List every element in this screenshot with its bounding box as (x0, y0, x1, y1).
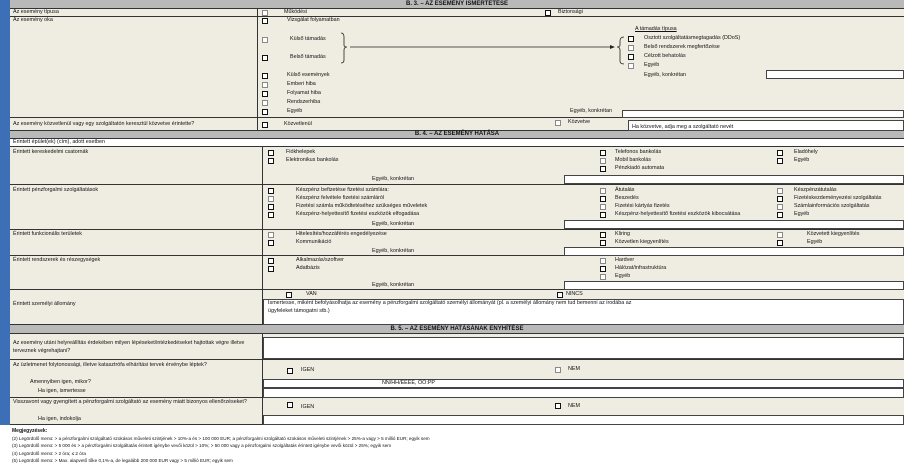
row-penzforgalmi (10, 185, 904, 230)
katasztrofa-nem-checkbox[interactable] (555, 367, 561, 373)
pf-kpatutal-checkbox[interactable] (777, 188, 783, 194)
rs-egyeb-checkbox[interactable] (600, 274, 606, 280)
fk-komm-checkbox[interactable] (268, 240, 274, 246)
ellenorzes-igen-checkbox[interactable] (287, 402, 293, 408)
pf-kpatutal-label: Készpénzátutalás (794, 187, 837, 193)
attack-bracket-arrow (340, 31, 625, 65)
katasztrofa-igen-checkbox[interactable] (287, 368, 293, 374)
rs-szoftver-label: Alkalmazás/szoftver (296, 257, 344, 263)
epulet-label: Érintett épület(ek) (cím), adott esetben (13, 139, 105, 145)
rs-halozat-checkbox[interactable] (600, 266, 606, 272)
pf-fizkezd-checkbox[interactable] (777, 196, 783, 202)
kozvetve-note: Ha közvetve, adja meg a szolgáltató nevét (632, 124, 734, 130)
ellenorzes-nem-label: NEM (568, 403, 580, 409)
rs-adatbazis-checkbox[interactable] (268, 266, 274, 272)
attack-ddos-label: Osztott szolgáltatásmegtagadás (DDoS) (644, 35, 741, 41)
pf-kibocsat-checkbox[interactable] (600, 212, 606, 218)
fk-konkretan-input[interactable] (564, 247, 904, 256)
row-szemelyi (10, 290, 904, 325)
csat-egyeb-checkbox[interactable] (777, 158, 783, 164)
attack-type-title: A támadás típusa (635, 26, 677, 32)
ellenorzes-label: Visszavont vagy gyengített a pénzforgalmi szolgáltató az esemény miatt bizonyos ellenőrzéseket? (13, 399, 247, 405)
pf-konkretan-input[interactable] (564, 220, 904, 229)
csat-konkretan-input[interactable] (564, 175, 904, 184)
row-funkcionalis (10, 230, 904, 256)
section-b4-header (10, 131, 904, 139)
oka-kulso-esemenyek-checkbox[interactable] (262, 73, 268, 79)
attack-fertozes-checkbox[interactable] (628, 45, 634, 51)
pf-felvet-checkbox[interactable] (268, 196, 274, 202)
kozvetve-label: Közvetve (568, 119, 591, 125)
lepesek-label: Az esemény utáni helyreállítás érdekében milyen lépéseket/intézkedéseket hajtottak végre illetve terveznek végrehajtani? (13, 340, 245, 354)
section-title: B. 4. – AZ ESEMÉNY HATÁSA (414, 131, 500, 137)
csat-egyeb-label: Egyéb (794, 157, 810, 163)
pf-atutalas-label: Átutalás (615, 187, 635, 193)
szemelyi-note: Ismertesse, miként befolyásolhatja az esemény a pénzforgalmi szolgáltató személyi állományát (pl. a személyi állomány nem tud bemenni az irodába az ügyfeleket támogatni stb.) (268, 300, 632, 314)
pf-egyeb-label: Egyéb (794, 211, 810, 217)
oka-egyeb-konkretan-label: Egyéb, konkrétan (570, 108, 612, 114)
csat-mobil-label: Mobil bankolás (615, 157, 651, 163)
left-accent-bar (0, 0, 10, 425)
rs-konkretan-input[interactable] (564, 281, 904, 290)
fk-egyeb-label: Egyéb (807, 239, 823, 245)
row-oka (10, 17, 904, 118)
rs-halozat-label: Hálózat/infrastruktúra (615, 265, 667, 271)
row-rendszerek (10, 256, 904, 290)
footnote-line: (2) Legördülő menü: > a pénzforgalmi szolgáltató szokásos műveleti szintjének > 10%-a és > 100 000 EUR; a pénzforgalmi szolgáltató szokásos műveleti szintjének > 25%-a vagy > 5 millió EUR; egyik sem (12, 436, 430, 442)
fk-kozvetett-label: Közvetett kiegyenlítés (807, 231, 860, 237)
csat-elado-checkbox[interactable] (777, 150, 783, 156)
rs-szoftver-checkbox[interactable] (268, 258, 274, 264)
row-csatornak (10, 147, 904, 185)
datum-hint: NN/HH/ÉÉÉÉ, ÓÓ:PP (382, 380, 436, 386)
csat-atm-checkbox[interactable] (600, 166, 606, 172)
oka-egyeb-input[interactable] (622, 110, 904, 118)
row-katasztrofa (10, 360, 904, 398)
tipus-mukodesi-checkbox[interactable] (262, 10, 268, 16)
rendszer-label: Érintett rendszerek és részegységek (13, 257, 101, 263)
oka-emberi-hiba-checkbox[interactable] (262, 82, 268, 88)
fk-kozvetlen-label: Közvetlen kiegyenlítés (615, 239, 669, 245)
katasztrofa-label: Az üzletmenet folytonossági, illetve katasztrófa elhárítási tervek érvénybe léptek? (13, 362, 207, 368)
oka-kulso-tamadas-label: Külső támadás (290, 36, 326, 42)
oka-egyeb-checkbox[interactable] (262, 109, 268, 115)
pf-befiz-label: Készpénz befizetése fizetési számlára: (296, 187, 389, 193)
fk-egyeb-checkbox[interactable] (777, 240, 783, 246)
kozvetlenul-checkbox[interactable] (262, 122, 268, 128)
ha-igen-ind-label: Ha igen, indokolja (38, 416, 81, 422)
row-ellenorzes (10, 398, 904, 425)
oka-emberi-hiba-label: Emberi hiba (287, 81, 316, 87)
csat-ebank-checkbox[interactable] (268, 158, 274, 164)
attack-behatolas-label: Célzott behatolás (644, 53, 686, 59)
csat-fiok-checkbox[interactable] (268, 150, 274, 156)
fk-konkretan-label: Egyéb, konkrétan (372, 248, 414, 254)
section-title: B. 3. – AZ ESEMÉNY ISMERTETÉSE (405, 1, 509, 7)
csatornak-label: Érintett kereskedelmi csatornák (13, 149, 89, 155)
attack-behatolas-checkbox[interactable] (628, 54, 634, 60)
fk-hitel-label: Hitelesítés/hozzáférés engedélyezése (296, 231, 387, 237)
oka-rendszerhiba-label: Rendszerhiba (287, 99, 321, 105)
rs-hardver-checkbox[interactable] (600, 258, 606, 264)
oka-kulso-tamadas-checkbox[interactable] (262, 37, 268, 43)
csat-telefon-checkbox[interactable] (600, 150, 606, 156)
rs-adatbazis-label: Adatbázis (296, 265, 320, 271)
ellenorzes-igen-label: IGEN (301, 404, 315, 410)
tipus-biztonsagi-label: Biztonsági (558, 9, 583, 15)
pf-szamla-label: Fizetési számla működtetéséhez szükséges műveletek (296, 203, 428, 209)
incident-form (10, 0, 904, 425)
csat-telefon-label: Telefonos bankolás (615, 149, 662, 155)
fk-kozvetlen-checkbox[interactable] (600, 240, 606, 246)
ha-igen-ism-label: Ha igen, ismertesse (38, 388, 86, 394)
funkc-label: Érintett funkcionális területek (13, 231, 82, 237)
tipus-label: Az esemény típusa (13, 9, 59, 15)
csat-mobil-checkbox[interactable] (600, 158, 606, 164)
kozvetlenul-label: Közvetlenül (284, 121, 312, 127)
pf-szamlainfo-checkbox[interactable] (777, 204, 783, 210)
oka-vizsgalat-checkbox[interactable] (262, 18, 268, 24)
penzforg-label: Érintett pénzforgalmi szolgáltatások (13, 187, 99, 193)
attack-egyeb-input[interactable] (766, 70, 904, 79)
ellenorzes-nem-checkbox[interactable] (555, 403, 561, 409)
row-tipus (10, 9, 904, 17)
szemelyi-nincs-label: NINCS (566, 291, 583, 297)
katasztrofa-igen-label: IGEN (301, 367, 315, 373)
kozvetett-label: Az esemény közvetlenül vagy egy szolgáltatón keresztül közvetve érintette? (13, 121, 195, 127)
szemelyi-van-label: VAN (306, 291, 317, 297)
ellenorzes-indoklas-input[interactable] (263, 415, 904, 425)
pf-atutalas-checkbox[interactable] (600, 188, 606, 194)
attack-fertozes-label: Belső rendszerek megfertőzése (644, 44, 720, 50)
csat-ebank-label: Elektronikus bankolás (286, 157, 339, 163)
pf-szamla-checkbox[interactable] (268, 204, 274, 210)
csat-konkretan-label: Egyéb, konkrétan (372, 176, 414, 182)
tipus-mukodesi-label: Működési (284, 9, 308, 15)
attack-egyeb-checkbox[interactable] (628, 63, 634, 69)
footnote-line: (4) Legördülő menü: > 2 óra; ≤ 2 óra (12, 450, 86, 456)
oka-belso-tamadas-checkbox[interactable] (262, 55, 268, 61)
pf-beszedes-label: Beszedés (615, 195, 639, 201)
section-title: B. 5. – AZ ESEMÉNY HATÁSÁNAK ENYHÍTÉSE (390, 326, 524, 332)
pf-felvet-label: Készpénz felvétele fizetési számláról (296, 195, 385, 201)
pf-kartya-checkbox[interactable] (600, 204, 606, 210)
csat-fiok-label: Fiókhelepek (286, 149, 316, 155)
szemelyi-van-checkbox[interactable] (286, 292, 292, 298)
rs-konkretan-label: Egyéb, konkrétan (372, 282, 414, 288)
oka-folyamat-hiba-label: Folyamat hiba (287, 90, 321, 96)
pf-beszedes-checkbox[interactable] (600, 196, 606, 202)
pf-szamlainfo-label: Számlainformációs szolgáltatás (794, 203, 870, 209)
katasztrofa-datum-input[interactable] (263, 379, 904, 388)
attack-egyeb-konkretan-label: Egyéb, konkrétan (644, 72, 686, 78)
rs-egyeb-label: Egyéb (615, 273, 631, 279)
attack-egyeb-label: Egyéb (644, 62, 660, 68)
attack-ddos-checkbox[interactable] (628, 36, 634, 42)
oka-rendszerhiba-checkbox[interactable] (262, 100, 268, 106)
footnotes (12, 428, 430, 464)
row-epulet (10, 139, 904, 147)
tipus-biztonsagi-checkbox[interactable] (545, 10, 551, 16)
katasztrofa-ismertetes-input[interactable] (263, 388, 904, 398)
section-b5-header (10, 325, 904, 334)
kozvetve-checkbox[interactable] (555, 120, 561, 126)
fk-kliring-checkbox[interactable] (600, 232, 606, 238)
footnote-line: (3) Legördülő menü: > 5 000 és > a pénzforgalmi szolgáltatás érintett igénybe vevői közül > 10%; > 50 000 vagy a pénzforgalmi szolgáltatás érintett igénybe vevői közül > 25%; egyik sem (12, 443, 392, 449)
rs-hardver-label: Hardver (615, 257, 635, 263)
csat-atm-label: Pénzkiadó automata (615, 165, 665, 171)
amennyiben-label: Amennyiben igen, mikor? (30, 379, 91, 385)
oka-egyeb-label: Egyéb (287, 108, 303, 114)
pf-fizkezd-label: Fizetéskezdeményezési szolgáltatás (794, 195, 882, 201)
pf-elfogad-label: Készpénz-helyettesítő fizetési eszközök elfogadása (296, 211, 420, 217)
pf-egyeb-checkbox[interactable] (777, 212, 783, 218)
fk-komm-label: Kommunikáció (296, 239, 332, 245)
pf-kibocsat-label: Készpénz-helyettesítő fizetési eszközök kibocsátása (615, 211, 741, 217)
footnote-line: (5) Legördülő menü: > Max. alapvető tőke 0,1%-a, de legalább 200 000 EUR vagy > 5 millió EUR; egyik sem (12, 457, 233, 463)
row-kozvetett (10, 118, 904, 131)
fk-kliring-label: Kliring (615, 231, 630, 237)
pf-kartya-label: Fizetési kártyás fizetés (615, 203, 670, 209)
fk-kozvetett-checkbox[interactable] (777, 232, 783, 238)
oka-vizsgalat-label: Vizsgálat folyamatban (287, 17, 340, 23)
row-lepesek (10, 334, 904, 360)
section-b3-header (10, 0, 904, 9)
oka-belso-tamadas-label: Belső támadás (290, 54, 326, 60)
oka-label: Az esemény oka (13, 17, 53, 23)
katasztrofa-nem-label: NEM (568, 366, 580, 372)
fk-hitel-checkbox[interactable] (268, 232, 274, 238)
lepesek-input[interactable] (263, 337, 904, 359)
oka-kulso-esemenyek-label: Külső események (287, 72, 330, 78)
pf-konkretan-label: Egyéb, konkrétan (372, 221, 414, 227)
szemelyi-label: Érintett személyi állomány (13, 301, 76, 307)
footnotes-title: Megjegyzések: (12, 428, 48, 434)
oka-folyamat-hiba-checkbox[interactable] (262, 91, 268, 97)
pf-elfogad-checkbox[interactable] (268, 212, 274, 218)
szemelyi-nincs-checkbox[interactable] (557, 292, 563, 298)
csat-elado-label: Eladóhely (794, 149, 818, 155)
pf-befiz-checkbox[interactable] (268, 188, 274, 194)
